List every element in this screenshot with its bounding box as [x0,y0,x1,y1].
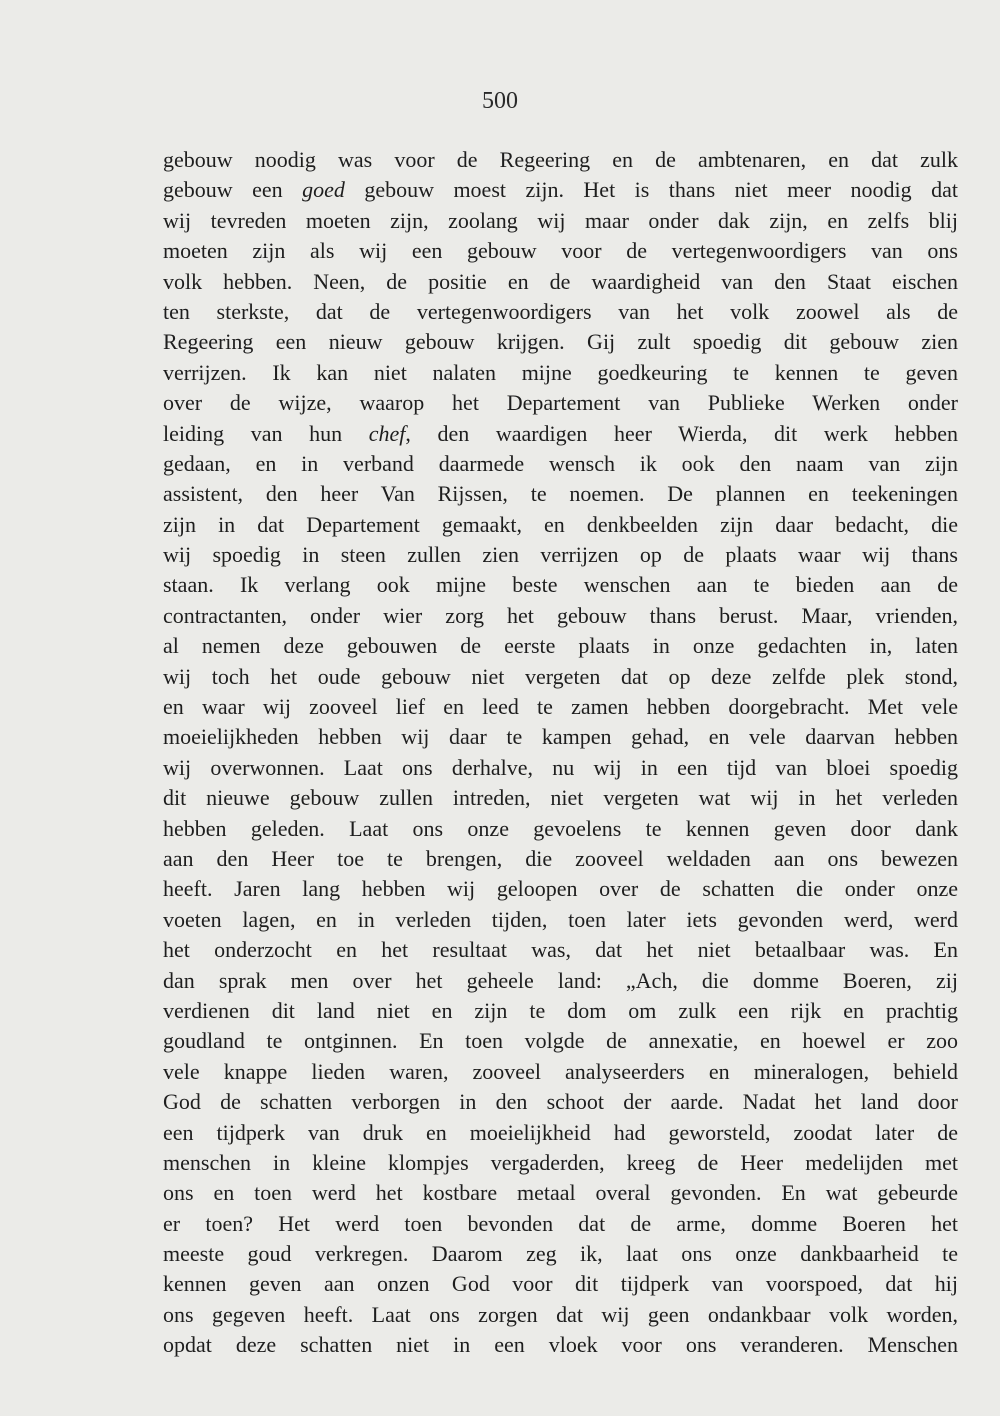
text-run: wij tevreden moeten zijn, zoolang wij maar onder dak zijn, en zelfs blij [163,207,958,233]
text-run: wij spoedig in steen zullen zien verrijzen op de plaats waar wij thans [163,542,958,568]
text-line [163,449,958,479]
text-line [163,236,958,266]
text-line [163,996,958,1026]
emphasized-word: goed [302,177,345,203]
text-run: dit nieuwe gebouw zullen intreden, niet vergeten wat wij in het verleden [163,785,958,811]
text-line [163,1057,958,1087]
text-run: het onderzocht en het resultaat was, dat het niet betaalbaar was. En [163,937,958,963]
text-line [163,175,958,205]
text-run: goudland te ontginnen. En toen volgde de annexatie, en hoewel er zoo [163,1028,958,1054]
text-run: kennen geven aan onzen God voor dit tijdperk van voorspoed, dat hij [163,1271,958,1297]
text-line [163,1300,958,1330]
text-run: opdat deze schatten niet in een vloek voor ons veranderen. Menschen [163,1332,958,1358]
text-line [163,267,958,297]
text-run: moeielijkheden hebben wij daar te kampen gehad, en vele daarvan hebben [163,724,958,750]
text-run: hebben geleden. Laat ons onze gevoelens te kennen geven door dank [163,815,958,841]
text-run: assistent, den heer Van Rijssen, te noemen. De plannen en teekeningen [163,481,958,507]
text-line [163,844,958,874]
text-run: een tijdperk van druk en moeielijkheid had geworsteld, zoodat later de [163,1119,958,1145]
text-run: over de wijze, waarop het Departement van Publieke Werken onder [163,390,958,416]
text-run: meeste goud verkregen. Daarom zeg ik, laat ons onze dankbaarheid te [163,1241,958,1267]
text-line [163,1118,958,1148]
text-run: Regeering een nieuw gebouw krijgen. Gij zult spoedig dit gebouw zien [163,329,958,355]
text-line [163,510,958,540]
text-run: aan den Heer toe te brengen, die zooveel weldaden aan ons bewezen [163,845,958,871]
text-line [163,479,958,509]
text-run: leiding van hun [163,420,369,446]
text-run: ons en toen werd het kostbare metaal overal gevonden. En wat gebeurde [163,1180,958,1206]
text-line [163,1148,958,1178]
text-run: vele knappe lieden waren, zooveel analyseerders en mineralogen, behield [163,1058,958,1084]
text-line [163,570,958,600]
text-run: gebouw een [163,177,303,203]
text-run: er toen? Het werd toen bevonden dat de arme, domme Boeren het [163,1210,958,1236]
text-line [163,327,958,357]
text-run: contractanten, onder wier zorg het gebouw thans berust. Maar, vrienden, [163,602,958,628]
text-run: ten sterkste, dat de vertegenwoordigers van het volk zoowel als de [163,298,958,324]
text-line [163,722,958,752]
text-run: ons gegeven heeft. Laat ons zorgen dat wij geen ondankbaar volk worden, [163,1301,958,1327]
text-line [163,358,958,388]
text-line [163,540,958,570]
text-run: voeten lagen, en in verleden tijden, toen later iets gevonden werd, werd [163,906,958,932]
text-line [163,1269,958,1299]
text-run: wij toch het oude gebouw niet vergeten dat op deze zelfde plek stond, [163,663,958,689]
text-run: volk hebben. Neen, de positie en de waardigheid van den Staat eischen [163,268,958,294]
text-run: menschen in kleine klompjes vergaderden, kreeg de Heer medelijden met [163,1149,958,1175]
emphasized-word: chef [368,420,406,446]
text-line [163,297,958,327]
text-run: gebouw moest zijn. Het is thans niet meer noodig dat [344,177,958,203]
text-line [163,1239,958,1269]
text-line [163,1178,958,1208]
text-run: moeten zijn als wij een gebouw voor de vertegenwoordigers van ons [163,238,958,264]
text-line [163,601,958,631]
text-line [163,1330,958,1360]
text-run: staan. Ik verlang ook mijne beste wenschen aan te bieden aan de [163,572,958,598]
text-line [163,814,958,844]
text-line [163,145,958,175]
text-line [163,206,958,236]
text-line [163,783,958,813]
text-run: gedaan, en in verband daarmede wensch ik ook den naam van zijn [163,450,958,476]
page-number: 500 [482,88,518,114]
text-line [163,1087,958,1117]
text-line [163,753,958,783]
text-run: heeft. Jaren lang hebben wij geloopen over de schatten die onder onze [163,876,958,902]
text-run: wij overwonnen. Laat ons derhalve, nu wij in een tijd van bloei spoedig [163,754,958,780]
text-run: God de schatten verborgen in den schoot der aarde. Nadat het land door [163,1089,958,1115]
text-line [163,419,958,449]
text-run: al nemen deze gebouwen de eerste plaats in onze gedachten in, laten [163,633,958,659]
text-run: dan sprak men over het geheele land: „Ach, die domme Boeren, zij [163,967,958,993]
text-run: gebouw noodig was voor de Regeering en de ambtenaren, en dat zulk [163,147,958,172]
text-line [163,388,958,418]
text-line [163,1026,958,1056]
text-run: verrijzen. Ik kan niet nalaten mijne goedkeuring te kennen te geven [163,359,958,385]
text-line [163,692,958,722]
text-line [163,874,958,904]
text-line [163,631,958,661]
text-line [163,935,958,965]
text-line [163,905,958,935]
text-run: verdienen dit land niet en zijn te dom om zulk een rijk en prachtig [163,997,958,1023]
text-line [163,662,958,692]
text-line [163,1209,958,1239]
body-text [163,145,958,1361]
text-line [163,966,958,996]
text-run: , den waardigen heer Wierda, dit werk hebben [405,420,958,446]
text-run: zijn in dat Departement gemaakt, en denkbeelden zijn daar bedacht, die [163,511,958,537]
text-run: en waar wij zooveel lief en leed te zamen hebben doorgebracht. Met vele [163,694,958,720]
